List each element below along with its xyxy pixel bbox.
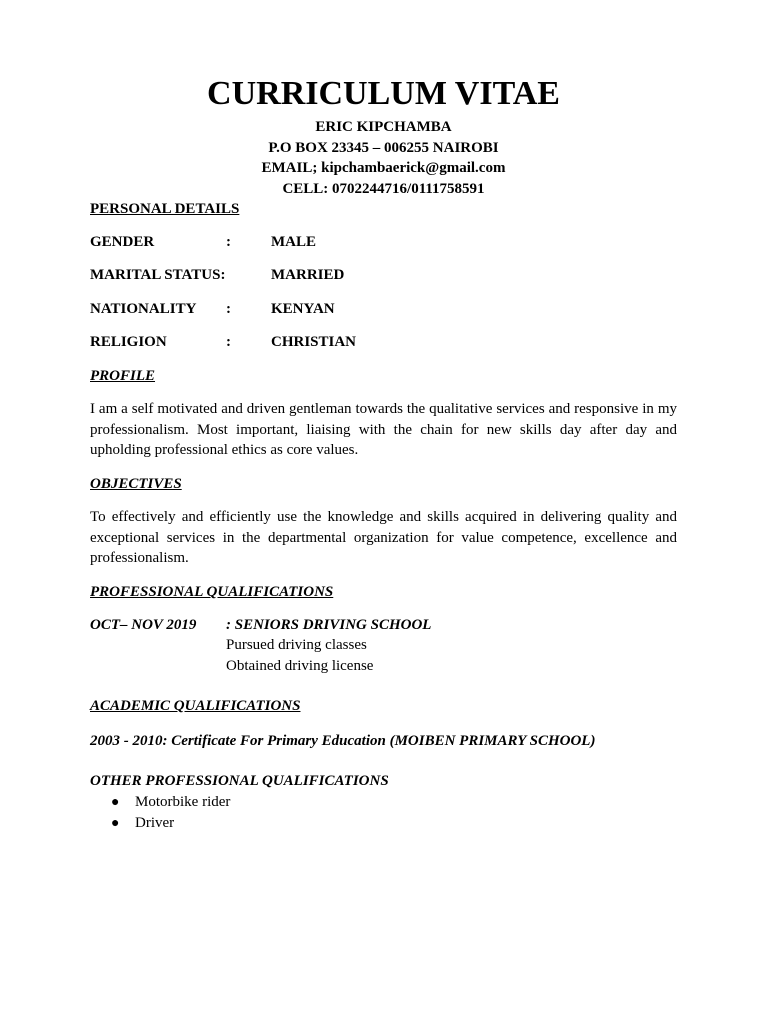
list-item-text: Motorbike rider [135,794,231,810]
other-qualifications-list [90,792,677,834]
list-item [90,813,677,834]
postal-address: P.O BOX 23345 – 006255 NAIROBI [268,139,499,156]
other-qualifications-heading: OTHER PROFESSIONAL QUALIFICATIONS [90,773,389,789]
document-title: CURRICULUM VITAE [207,75,560,112]
academic-qualifications-heading: ACADEMIC QUALIFICATIONS [90,698,301,714]
qualification-detail: Pursued driving classes [226,637,367,653]
bullet-icon: ● [111,795,120,810]
list-item [90,792,677,813]
detail-value: MARRIED [271,267,345,283]
bullet-icon: ● [111,816,120,831]
list-item-text: Driver [135,815,175,831]
detail-colon: : [226,334,231,350]
contact-block [90,117,677,199]
qualification-school: : SENIORS DRIVING SCHOOL [226,617,432,633]
qualification-detail: Obtained driving license [226,658,374,674]
detail-colon: : [226,234,231,250]
detail-label: NATIONALITY [90,301,197,317]
academic-entry: 2003 - 2010: Certificate For Primary Education (MOIBEN PRIMARY SCHOOL) [90,733,596,749]
detail-value: CHRISTIAN [271,334,357,350]
detail-label: GENDER [90,234,155,250]
detail-label: MARITAL STATUS: [90,267,226,283]
email-line: EMAIL; kipchambaerick@gmail.com [261,160,506,176]
qualification-period: OCT– NOV 2019 [90,617,197,633]
detail-value: MALE [271,234,316,250]
professional-qualifications-heading: PROFESSIONAL QUALIFICATIONS [90,584,334,600]
personal-details-heading: PERSONAL DETAILS [90,201,240,217]
detail-colon: : [226,301,231,317]
objectives-text: To effectively and efficiently use the knowledge and skills acquired in delivering quality and exceptional services in the departmental organization for value competence, excellence and professionalism. [90,509,677,566]
detail-value: KENYAN [271,301,335,317]
profile-heading: PROFILE [90,368,156,384]
cell-line: CELL: 0702244716/0111758591 [282,180,485,197]
cv-page [90,0,677,1024]
candidate-name: ERIC KIPCHAMBA [315,119,452,135]
objectives-heading: OBJECTIVES [90,476,182,492]
profile-text: I am a self motivated and driven gentleman towards the qualitative services and responsive in my professionalism. Most important, liaising with the chain for new skills day after day and upholding professional ethics as core values. [90,401,677,458]
detail-label: RELIGION [90,334,167,350]
